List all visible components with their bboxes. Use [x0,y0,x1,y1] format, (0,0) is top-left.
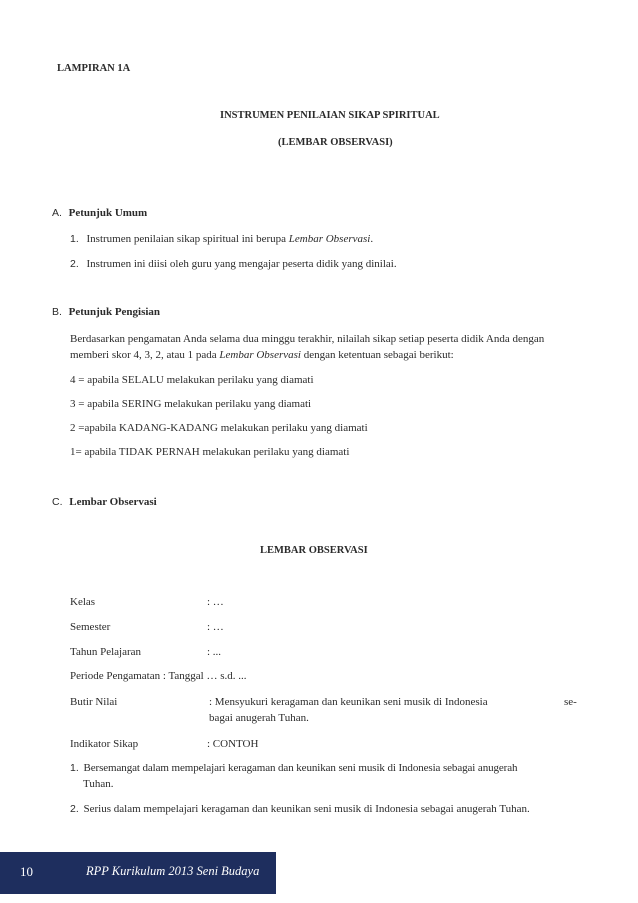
indicator-2: 2. Serius dalam mempelajari keragaman dan keunikan seni musik di Indonesia sebagai anugerah Tuhan. [70,803,530,815]
page-title: INSTRUMEN PENILAIAN SIKAP SPIRITUAL [220,110,440,121]
section-a-item-1: 1. Instrumen penilaian sikap spiritual ini berupa Lembar Observasi. [70,233,374,245]
footer-book-title: RPP Kurikulum 2013 Seni Budaya [86,864,260,878]
score-2-rule: 2 =apabila KADANG-KADANG melakukan perilaku yang diamati [70,422,368,434]
kelas-label: Kelas [70,596,96,608]
kelas-value: : … [207,596,224,608]
tahun-pelajaran-value: : ... [207,646,222,658]
page-number: 10 [20,864,33,879]
butir-nilai-label: Butir Nilai [70,696,118,708]
section-c-title: Lembar Observasi [69,496,157,508]
butir-nilai-value-line1: : Mensyukuri keragaman dan keunikan seni musik di Indonesia [209,696,488,708]
section-b-paragraph-line2: memberi skor 4, 3, 2, atau 1 pada Lembar Observasi dengan ketentuan sebagai berikut: [70,349,454,361]
section-a-heading [52,207,147,219]
section-b-heading [52,306,160,318]
periode-pengamatan: Periode Pengamatan : Tanggal … s.d. ... [70,670,247,682]
section-c-heading [52,496,157,508]
section-a-letter: A. [52,207,62,219]
semester-label: Semester [70,621,111,633]
page-subtitle: (LEMBAR OBSERVASI) [278,137,393,148]
semester-value: : … [207,621,224,633]
butir-nilai-value-line2: bagai anugerah Tuhan. [209,712,309,724]
indicator-1-line2: Tuhan. [83,778,114,790]
butir-nilai-hyphen: se- [564,696,577,708]
score-3-rule: 3 = apabila SERING melakukan perilaku yang diamati [70,398,312,410]
section-c-letter: C. [52,496,63,508]
score-4-rule: 4 = apabila SELALU melakukan perilaku yang diamati [70,374,314,386]
section-a-title: Petunjuk Umum [68,207,148,219]
tahun-pelajaran-label: Tahun Pelajaran [70,646,142,658]
section-b-paragraph-line1: Berdasarkan pengamatan Anda selama dua minggu terakhir, nilailah sikap setiap peserta didik Anda dengan [70,333,545,345]
appendix-label: LAMPIRAN 1A [57,63,131,74]
score-1-rule: 1= apabila TIDAK PERNAH melakukan perilaku yang diamati [70,446,350,458]
section-b-title: Petunjuk Pengisian [68,306,161,318]
section-a-item-2: 2. Instrumen ini diisi oleh guru yang mengajar peserta didik yang dinilai. [70,258,397,270]
indicator-1: 1. Bersemangat dalam mempelajari keragaman dan keunikan seni musik di Indonesia sebagai anugerah [70,762,518,774]
observation-title: LEMBAR OBSERVASI [260,545,368,556]
indikator-sikap-label: Indikator Sikap [70,738,139,750]
section-b-letter: B. [52,306,62,318]
indikator-sikap-value: : CONTOH [207,738,259,750]
